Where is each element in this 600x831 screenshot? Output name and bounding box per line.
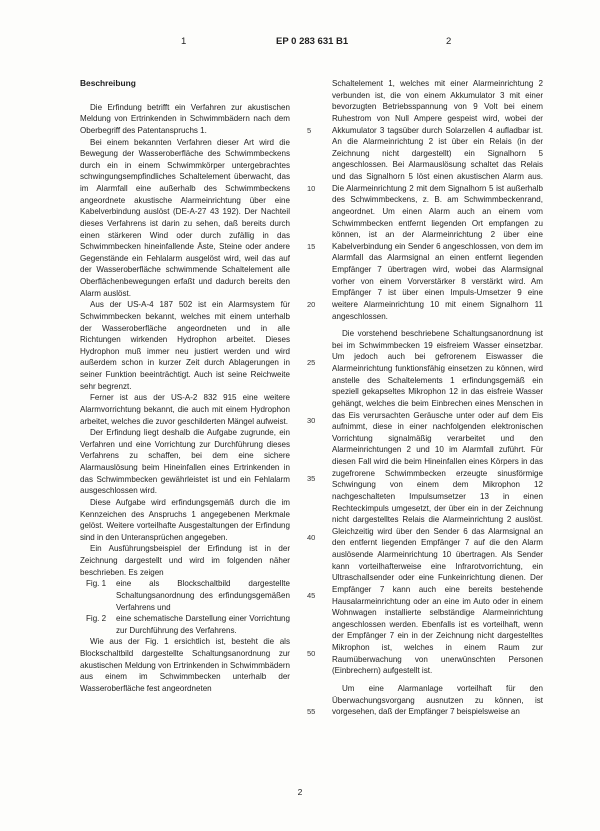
figure-label: Fig. 1 [86,579,107,589]
header-right: 2 [446,36,452,47]
line-number: 30 [307,416,316,426]
line-number: 40 [307,532,316,542]
page-number: 2 [297,787,303,797]
line-number: 25 [307,358,316,368]
section-heading: Beschreibung [80,78,136,88]
line-number: 20 [307,299,316,309]
paragraph: Aus der US-A-4 187 502 ist ein Alarmsystem für Schwimmbecken bekannt, welches mit einem unterhalb der Wasseroberfläche angeordneten und in alle Richtungen wirkenden Hydrophon arbeitet. Dieses Hydrophon muß immer neu justiert werden und wird außerdem schon in kurzer Zeit durch Ablagerungen in seiner Funktion beeinträchtigt. Auch ist seine Reichweite sehr begrenzt. [80,300,290,391]
line-number: 50 [307,648,316,658]
line-number: 10 [307,183,316,193]
paragraph: Bei einem bekannten Verfahren dieser Art wird die Bewegung der Wasseroberfläche des Schwimmbeckens durch ein in einem Schwimmkörper untergebrachtes schwingungsempfindliches Schaltelement überwacht, das im Alarmfall eine außerhalb des Schwimmbeckens angeordnete akustische Alarmeinrichtung über eine Kabelverbindung auslöst (DE-A-27 43 192). Der Nachteil dieses Verfahrens ist darin zu sehen, daß bereits durch einen stärkeren Wind oder durch zufällig in das Schwimmbecken hineinfallende Äste, Steine oder andere Gegenstände ein Fehlalarm ausgelöst wird, weil das auf der Wasseroberfläche schwimmende Schaltelement alle Oberflächenbewegungen erfaßt und dadurch bereits den Alarm auslöst. [80,137,290,298]
left-column [80,78,290,695]
line-number: 45 [307,590,316,600]
paragraph: Die Erfindung betrifft ein Verfahren zur akustischen Meldung von Ertrinkenden in Schwimmbädern nach dem Oberbegriff des Patentanspruchs 1. [80,102,290,135]
paragraph: Der Erfindung liegt deshalb die Aufgabe zugrunde, ein Verfahren und eine Vorrichtung zur Durchführung dieses Verfahrens zu schaffen, bei dem eine sichere Alarmauslösung beim Hineinfallen eines Ertrinkenden in das Schwimmbecken gewährleistet ist und ein Fehlalarm ausgeschlossen wird. [80,428,290,496]
figure-caption [80,578,290,613]
line-number: 55 [307,707,316,717]
paragraph: Wie aus der Fig. 1 ersichtlich ist, besteht die als Blockschaltbild dargestellte Schaltungsanordnung zur akustischen Meldung von Ertrinkenden in Schwimmbädern aus einem im Schwimmbecken unterhalb der Wasseroberfläche fest angeordneten [80,637,290,693]
line-number: 35 [307,474,316,484]
figure-text: eine schematische Darstellung einer Vorrichtung zur Durchführung des Verfahrens. [116,614,290,635]
paragraph: Schaltelement 1, welches mit einer Alarmeinrichtung 2 verbunden ist, die von einem Akkumulator 3 mit einer bevorzugten Betriebsspannung von 9 Volt bei einem Ruhestrom von Null Ampere gespeist wird, wobei der Akkumulator 3 tagsüber durch Solarzellen 4 aufladbar ist. An die Alarmeinrichtung 2 ist über ein Relais (in der Zeichnung nicht dargestellt) ein Signalhorn 5 angeschlossen. Bei Alarmauslösung schaltet das Relais und das Signalhorn 5 löst einen akustischen Alarm aus. Die Alarmeinrichtung 2 mit dem Signalhorn 5 ist außerhalb des Schwimmbeckens, z. B. am Schwimmbeckenrand, angeordnet. Um einen Alarm auch an einem vom Schwimmbecken entfernt liegenden Ort empfangen zu können, ist an der Alarmeinrichtung 2 über eine Kabelverbindung ein Sender 6 angeschlossen, von dem im Alarmfall das Alarmsignal an einen entfernt liegenden Empfänger 7 übertragen wird, wobei das Alarmsignal vorher von einem Vorverstärker 8 verstärkt wird. Am Empfänger 7 ist über einen Impuls-Umsetzer 9 eine weitere Alarmeinrichtung 10 mit einem Signalhorn 11 angeschlossen. [332,79,543,321]
header-left: 1 [181,36,187,47]
header-doc-number: EP 0 283 631 B1 [276,36,349,47]
figure-label: Fig. 2 [86,614,107,624]
figure-text: eine als Blockschaltbild dargestellte Schaltungsanordnung des erfindungsgemäßen Verfahrens und [116,579,290,612]
figure-caption [80,613,290,636]
paragraph: Ein Ausführungsbeispiel der Erfindung ist in der Zeichnung dargestellt und wird im folgenden näher beschrieben. Es zeigen [80,544,290,577]
paragraph: Die vorstehend beschriebene Schaltungsanordnung ist bei im Schwimmbecken 19 eisfreiem Wasser einsetzbar. Um jedoch auch bei gefrorenem Eiswasser die Alarmeinrichtung funktionsfähig einsetzen zu können, wird anstelle des Schaltelements 1 erfindungsgemäß ein speziell gekapseltes Mikrophon 12 in das eisfreie Wasser gehängt, welches die beim Einbrechen eines Menschen in das Eis verursachten Geräusche unter oder auf dem Eis aufnimmt, diese in einer nachfolgenden elektronischen Vorrichtung signalmäßig verarbeitet und den Alarmeinrichtungen 2 und 10 im Alarmfall zuführt. Für diesen Fall wird die beim Hineinfallen eines Körpers in das zugefrorene Schwimmbecken erzeugte sinusförmige Schwingung von einem dem Mikrophon 12 nachgeschalteten Impulsumsetzer 13 in einen Rechteckimpuls umgesetzt, der über ein in der Zeichnung nicht dargestelltes Relais die Alarmeinrichtung 2 auslöst. Gleichzeitig wird über den Sender 6 das Alarmsignal an den entfernt liegenden Empfänger 7 auf die den Alarm auslösende Alarmeinrichtung 10 übertragen. Als Sender kann vorteilhafterweise eine Infrarotvorrichtung, ein Ultraschallsender oder eine Funkeinrichtung dienen. Der Empfänger 7 kann auch eine bereits bestehende Hausalarmeinrichtung oder an eine im Auto oder in einem Wohnwagen installierte selbständige Alarmeinrichtung angeschlossen werden. Ebenfalls ist es vorteilhaft, wenn der Empfänger 7 ein in der Zeichnung nicht dargestelltes Mikrophon ist, welches in einem Raum zur Raumüberwachung von unerwünschten Personen (Einbrechern) aufgestellt ist. [332,329,543,676]
paragraph: Um eine Alarmanlage vorteilhaft für den Überwachungsvorgang ausnutzen zu können, ist vorgesehen, daß der Empfänger 7 beispielsweise an [332,683,543,717]
paragraph: Ferner ist aus der US-A-2 832 915 eine weitere Alarmvorrichtung bekannt, die auch mit einem Hydrophon arbeitet, welches die zuvor geschilderten Mängel aufweist. [80,393,290,426]
paragraph: Diese Aufgabe wird erfindungsgemäß durch die im Kennzeichen des Anspruchs 1 angegebenen Merkmale gelöst. Weitere vorteilhafte Ausgestaltungen der Erfindung sind in den Unteransprüchen angegeben. [80,497,290,542]
line-number: 15 [307,241,316,251]
right-column [332,78,543,718]
line-number: 5 [307,125,312,135]
